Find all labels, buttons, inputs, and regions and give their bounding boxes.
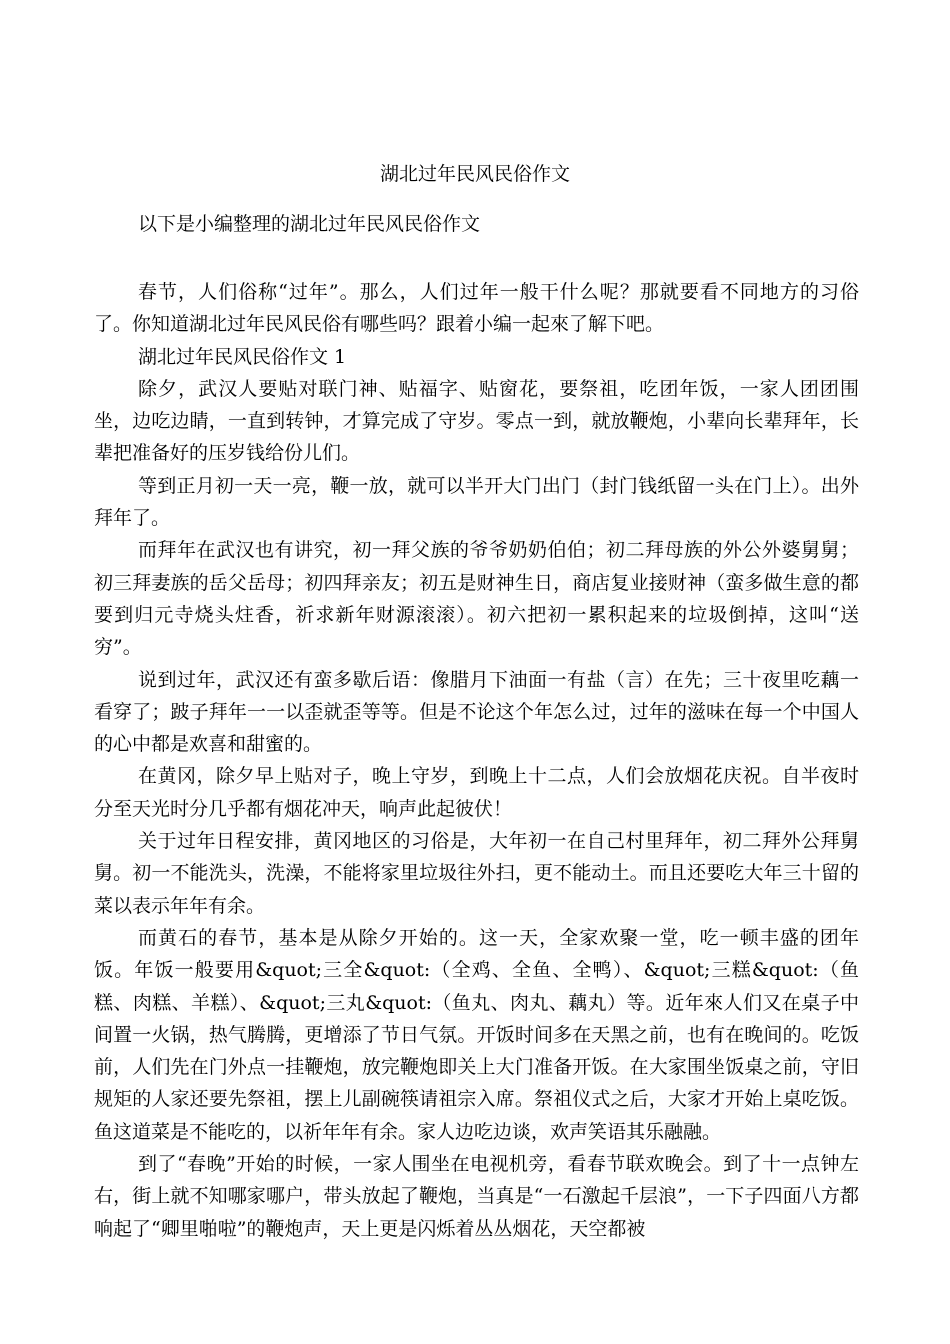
paragraph-sayings: 说到过年，武汉还有蛮多歇后语：像腊月下油面一有盐（言）在先；三十夜里吃藕一看穿了；跛子拜年一一以歪就歪等等。但是不论这个年怎么过，过年的滋味在每一个中国人的心中都是欢喜和甜蜜的。 [94, 668, 859, 756]
paragraph-huanggang: 在黄冈，除夕早上贴对子，晚上守岁，到晚上十二点，人们会放烟花庆祝。自半夜时分至天光时分几乎都有烟花冲天，响声此起彼伏！ [94, 765, 859, 820]
document-body [94, 276, 859, 1245]
paragraph-huanggang-schedule: 关于过年日程安排，黄冈地区的习俗是，大年初一在自己村里拜年，初二拜外公拜舅舅。初一不能洗头，洗澡，不能将家里垃圾往外扫，更不能动土。而且还要吃大年三十留的菜以表示年年有余。 [94, 830, 859, 917]
section-heading: 湖北过年民风民俗作文 1 [138, 345, 347, 368]
document-title: 湖北过年民风民俗作文 [379, 163, 570, 185]
paragraph-wuhan-eve: 除夕，武汉人要贴对联门神、贴福字、贴窗花，要祭祖，吃团年饭，一家人团团围坐，边吃边睛，一直到转钟，才算完成了守岁。零点一到，就放鞭炮，小辈向长辈拜年，长辈把准备好的压岁钱给份儿们。 [94, 377, 859, 465]
paragraph-new-year-day: 等到正月初一天一亮，鞭一放，就可以半开大门出门（封门钱纸留一头在门上）。出外拜年了。 [94, 474, 859, 530]
paragraph-intro: 春节，人们俗称“过年”。那么，人们过年一般干什么呢？那就要看不同地方的习俗了。你知道湖北过年民风民俗有哪些吗？跟着小编一起來了解下吧。 [94, 281, 859, 336]
paragraph-visiting-order: 而拜年在武汉也有讲究，初一拜父族的爷爷奶奶伯伯；初二拜母族的外公外婆舅舅；初三拜妻族的岳父岳母；初四拜亲友；初五是财神生日，商店复业接财神（蛮多做生意的都要到归元寺烧头炷香，祈求新年财源滚滚）。初六把初一累积起来的垃圾倒掉，这叫“送穷”。 [94, 539, 859, 659]
paragraph-spring-gala: 到了“春晚”开始的时候，一家人围坐在电视机旁，看春节联欢晚会。到了十一点钟左右，街上就不知哪家哪户，带头放起了鞭炮，当真是“一石激起千层浪”，一下子四面八方都响起了“卿里啪啦”的鞭炮声，天上更是闪烁着丛丛烟花，天空都被 [94, 1153, 859, 1240]
document-intro: 以下是小编整理的湖北过年民风民俗作文 [138, 213, 481, 235]
paragraph-huangshi: 而黄石的春节，基本是从除夕开始的。这一天，全家欢聚一堂，吃一顿丰盛的团年饭。年饭一般要用&quot;三全&quot:（全鸡、全鱼、全鸭）、&quot;三糕&quot:（鱼糕、肉糕、羊糕）、&quot;三丸&quot:（鱼丸、肉丸、藕丸）等。近年來人们又在桌子中间置一火锅，热气腾腾，更增添了节日气氛。开饭时间多在天黑之前，也有在晚间的。吃饭前，人们先在门外点一挂鞭炮，放完鞭炮即关上大门准备开饭。在大家围坐饭桌之前，守旧规矩的人家还要先祭祖，摆上儿副碗筷请祖宗入席。祭祖仪式之后，大家才开始上桌吃饭。鱼这道菜是不能吃的，以祈年年有余。家人边吃边谈，欢声笑语其乐融融。 [94, 926, 859, 1143]
